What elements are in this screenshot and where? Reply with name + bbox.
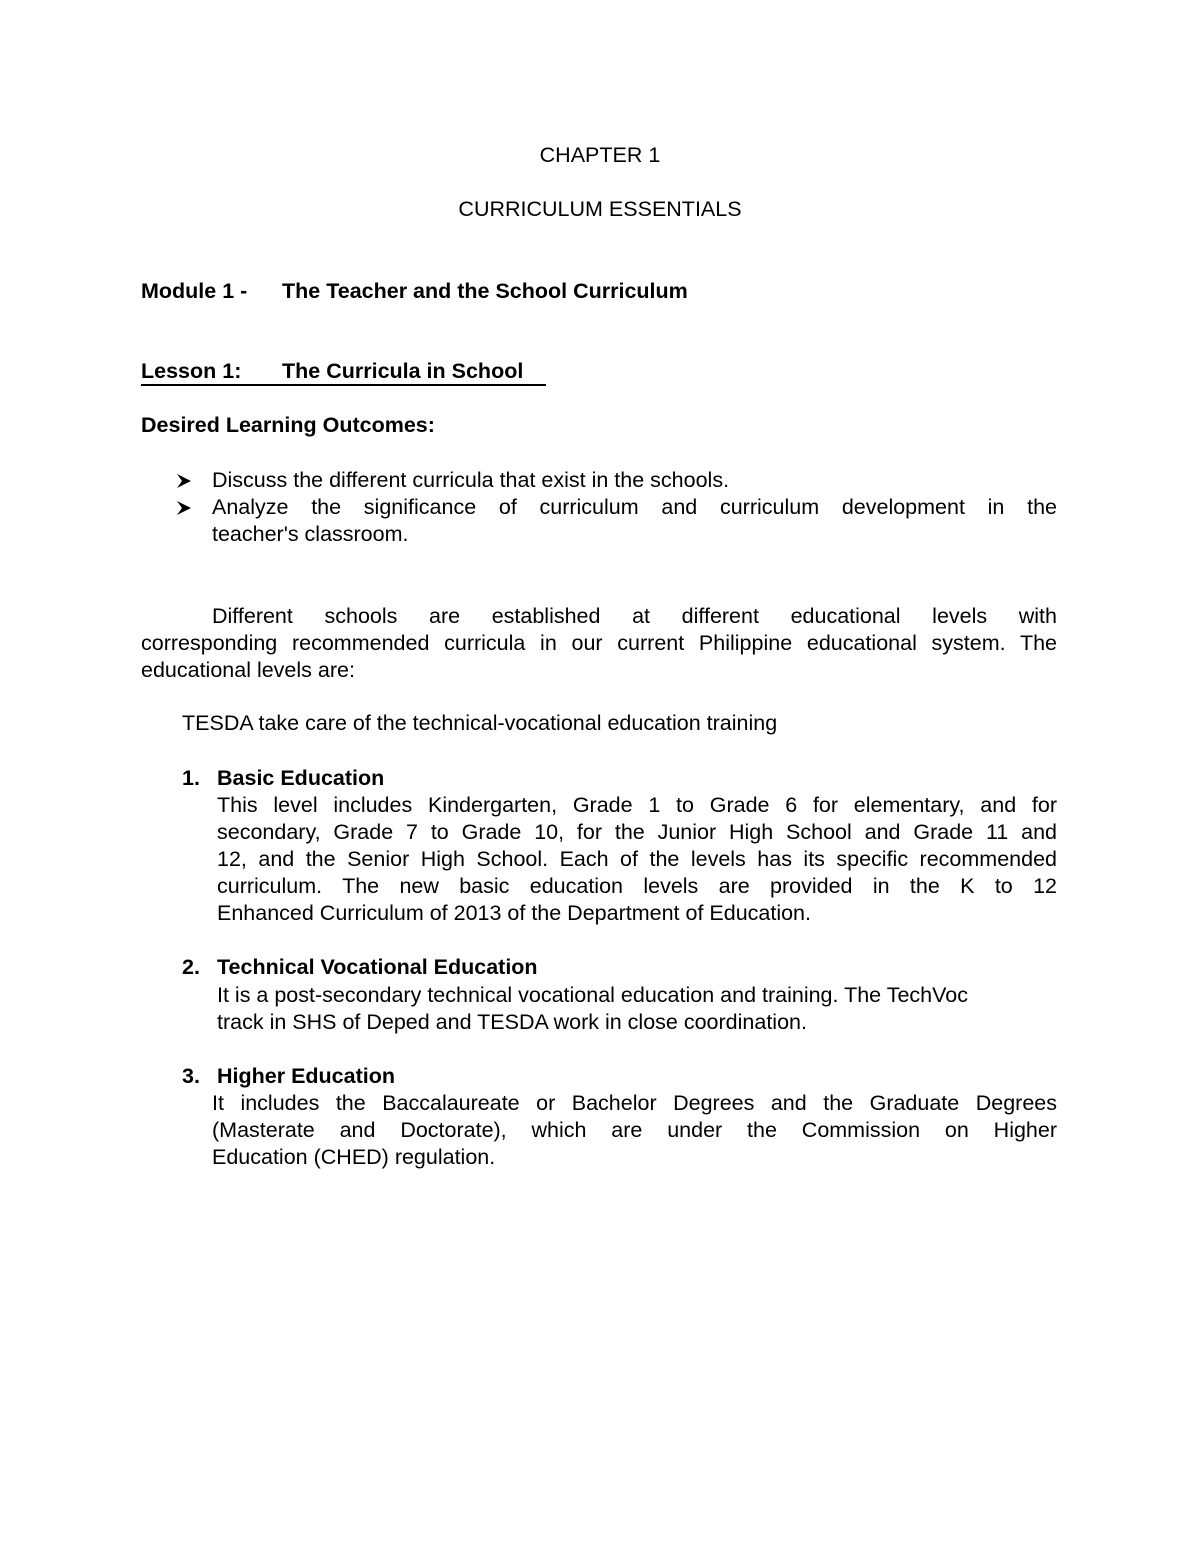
level-1-line-4: curriculum. The new basic education levels are provided in the K to 12: [217, 874, 1057, 898]
intro-paragraph: [141, 603, 1057, 684]
level-2-line-2: track in SHS of Deped and TESDA work in close coordination.: [217, 1010, 807, 1034]
outcome-item-2: [212, 494, 1057, 548]
arrowhead-bullet-icon: [176, 500, 192, 516]
level-3-description: [212, 1090, 1057, 1171]
intro-line-2: corresponding recommended curricula in our current Philippine educational system. The: [141, 631, 1057, 655]
module-title: The Teacher and the School Curriculum: [282, 279, 688, 303]
chapter-number: CHAPTER 1: [539, 143, 661, 167]
level-3-number: 3.: [182, 1064, 200, 1088]
level-1-line-1: This level includes Kindergarten, Grade 1 to Grade 6 for elementary, and for: [217, 793, 1057, 817]
lesson-title: The Curricula in School: [282, 359, 524, 383]
chapter-title: CURRICULUM ESSENTIALS: [458, 197, 742, 221]
outcome-2-line-1: Analyze the significance of curriculum and curriculum development in the: [212, 495, 1057, 519]
level-3-line-3: Education (CHED) regulation.: [212, 1145, 496, 1169]
outcomes-heading: Desired Learning Outcomes:: [141, 413, 435, 437]
level-2-line-1: It is a post-secondary technical vocational education and training. The TechVoc: [217, 983, 968, 1007]
module-label: Module 1 -: [141, 279, 248, 303]
intro-line-1: Different schools are established at different educational levels with: [212, 604, 1057, 628]
lesson-heading: [141, 359, 546, 386]
outcome-1-line-1: Discuss the different curricula that exist in the schools.: [212, 468, 730, 492]
level-2-number: 2.: [182, 955, 200, 979]
level-1-line-5: Enhanced Curriculum of 2013 of the Department of Education.: [217, 901, 811, 925]
tesda-note: TESDA take care of the technical-vocational education training: [182, 711, 778, 735]
level-1-description: [217, 792, 1057, 927]
level-1-title: Basic Education: [217, 766, 385, 790]
level-2-description: [217, 982, 1057, 1036]
intro-line-3: educational levels are:: [141, 658, 355, 682]
level-3-title: Higher Education: [217, 1064, 395, 1088]
level-3-line-1: It includes the Baccalaureate or Bachelor Degrees and the Graduate Degrees: [212, 1091, 1057, 1115]
outcome-2-line-2: teacher's classroom.: [212, 522, 409, 546]
level-1-number: 1.: [182, 766, 200, 790]
outcome-item-1: [212, 467, 1057, 494]
lesson-label: Lesson 1:: [141, 359, 242, 383]
arrowhead-bullet-icon: [176, 473, 192, 489]
level-1-line-3: 12, and the Senior High School. Each of the levels has its specific recommended: [217, 847, 1057, 871]
level-1-line-2: secondary, Grade 7 to Grade 10, for the Junior High School and Grade 11 and: [217, 820, 1057, 844]
level-3-line-2: (Masterate and Doctorate), which are under the Commission on Higher: [212, 1118, 1057, 1142]
level-2-title: Technical Vocational Education: [217, 955, 538, 979]
